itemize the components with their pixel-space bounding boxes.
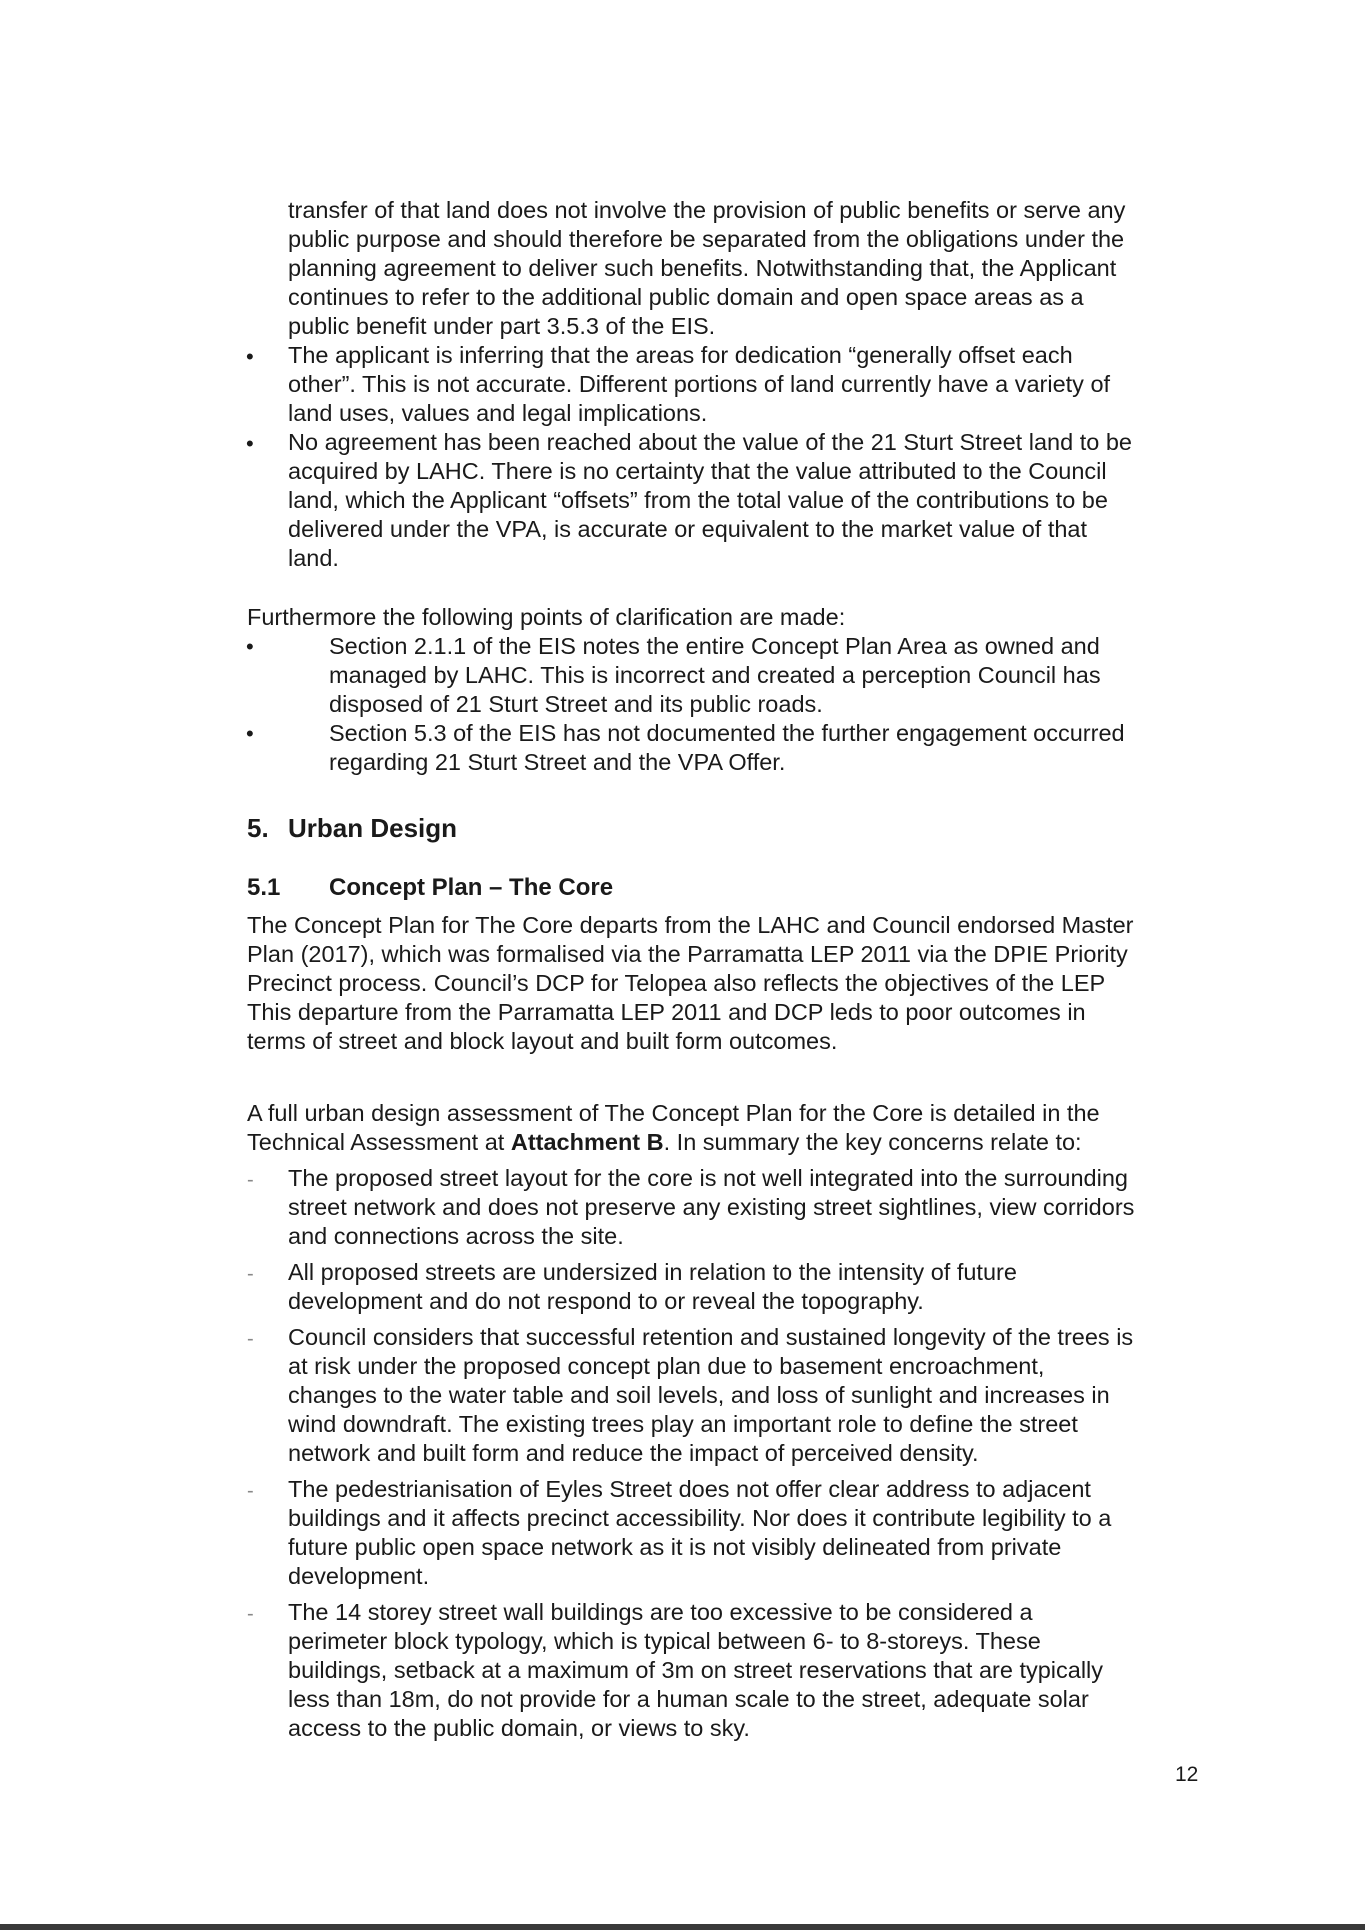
text-line — [247, 1128, 1082, 1157]
text-line: transfer of that land does not involve the provision of public benefits or serve any — [288, 197, 1126, 223]
text-line: Precinct process. Council’s DCP for Telopea also reflects the objectives of the LEP — [247, 970, 1106, 996]
concern-line: less than 18m, do not provide for a human scale to the street, adequate solar — [288, 1686, 1089, 1712]
concern-line: All proposed streets are undersized in relation to the intensity of future — [288, 1259, 1017, 1285]
dash-marker: - — [247, 1169, 254, 1191]
text-line: Plan (2017), which was formalised via the Parramatta LEP 2011 via the DPIE Priority — [247, 941, 1128, 967]
concern-line: wind downdraft. The existing trees play an important role to define the street — [288, 1411, 1078, 1437]
subsection-title: Concept Plan – The Core — [329, 874, 614, 901]
concern-line: development and do not respond to or reveal the topography. — [288, 1288, 924, 1314]
text-line: continues to refer to the additional public domain and open space areas as a — [288, 284, 1084, 310]
bullet-marker: • — [246, 721, 254, 746]
concern-line: development. — [288, 1563, 430, 1589]
bullet-text-line: acquired by LAHC. There is no certainty that the value attributed to the Council — [288, 458, 1107, 484]
paragraph-intro: Furthermore the following points of clarification are made: — [247, 604, 846, 630]
concern-line: Council considers that successful retention and sustained longevity of the trees is — [288, 1324, 1134, 1350]
bullet-text-line: delivered under the VPA, is accurate or equivalent to the market value of that — [288, 516, 1088, 542]
concern-line: street network and does not preserve any existing street sightlines, view corridors — [288, 1194, 1135, 1220]
subsection-number: 5.1 — [247, 874, 281, 901]
section-title: Urban Design — [288, 813, 458, 843]
concern-line: The pedestrianisation of Eyles Street does not offer clear address to adjacent — [288, 1476, 1091, 1502]
dash-marker: - — [247, 1328, 254, 1350]
clarification-line: disposed of 21 Sturt Street and its public roads. — [329, 691, 823, 717]
clarification-line: regarding 21 Sturt Street and the VPA Offer. — [329, 749, 786, 775]
text-line: public purpose and should therefore be separated from the obligations under the — [288, 226, 1125, 252]
bullet-text-line: No agreement has been reached about the value of the 21 Sturt Street land to be — [288, 429, 1132, 455]
concern-line: changes to the water table and soil levels, and loss of sunlight and increases in — [288, 1382, 1110, 1408]
text-line: This departure from the Parramatta LEP 2011 and DCP leds to poor outcomes in — [247, 999, 1086, 1025]
bullet-text-line: land uses, values and legal implications. — [288, 400, 708, 426]
attachment-reference: Attachment B — [510, 1129, 664, 1155]
dash-marker: - — [247, 1480, 254, 1502]
text-line: A full urban design assessment of The Concept Plan for the Core is detailed in the — [247, 1100, 1100, 1126]
bullet-text-line: other”. This is not accurate. Different portions of land currently have a variety of — [288, 371, 1111, 397]
concern-line: and connections across the site. — [288, 1223, 624, 1249]
concern-line: The proposed street layout for the core is not well integrated into the surrounding — [288, 1165, 1128, 1191]
bullet-text-line: land, which the Applicant “offsets” from the total value of the contributions to be — [288, 487, 1108, 513]
bullet-marker: • — [246, 634, 254, 659]
concern-line: buildings and it affects precinct accessibility. Nor does it contribute legibility to a — [288, 1505, 1112, 1531]
text-line: public benefit under part 3.5.3 of the EIS. — [288, 313, 716, 339]
text-line: planning agreement to deliver such benefits. Notwithstanding that, the Applicant — [288, 255, 1117, 281]
dash-marker: - — [247, 1603, 254, 1625]
section-number: 5. — [247, 813, 269, 843]
bullet-marker: • — [246, 344, 254, 369]
text-run: . In summary the key concerns relate to: — [663, 1129, 1082, 1155]
clarification-line: managed by LAHC. This is incorrect and created a perception Council has — [329, 662, 1101, 688]
bullet-text-line: land. — [288, 545, 339, 571]
bullet-marker: • — [246, 431, 254, 456]
concern-line: future public open space network as it is not visibly delineated from private — [288, 1534, 1062, 1560]
page-bottom-border — [0, 1924, 1365, 1930]
page-number: 12 — [1175, 1763, 1199, 1786]
text-line: The Concept Plan for The Core departs from the LAHC and Council endorsed Master — [247, 912, 1134, 938]
dash-marker: - — [247, 1263, 254, 1285]
text-line: terms of street and block layout and built form outcomes. — [247, 1028, 838, 1054]
concern-line: at risk under the proposed concept plan due to basement encroachment, — [288, 1353, 1045, 1379]
text-run: Technical Assessment at — [247, 1129, 511, 1155]
clarification-line: Section 5.3 of the EIS has not documented the further engagement occurred — [329, 720, 1125, 746]
concern-line: buildings, setback at a maximum of 3m on street reservations that are typically — [288, 1657, 1104, 1683]
concern-line: access to the public domain, or views to sky. — [288, 1715, 750, 1741]
clarification-line: Section 2.1.1 of the EIS notes the entire Concept Plan Area as owned and — [329, 633, 1100, 659]
bullet-text-line: The applicant is inferring that the areas for dedication “generally offset each — [288, 342, 1073, 368]
concern-line: network and built form and reduce the impact of perceived density. — [288, 1440, 979, 1466]
concern-line: The 14 storey street wall buildings are too excessive to be considered a — [288, 1599, 1033, 1625]
concern-line: perimeter block typology, which is typical between 6- to 8-storeys. These — [288, 1628, 1041, 1654]
